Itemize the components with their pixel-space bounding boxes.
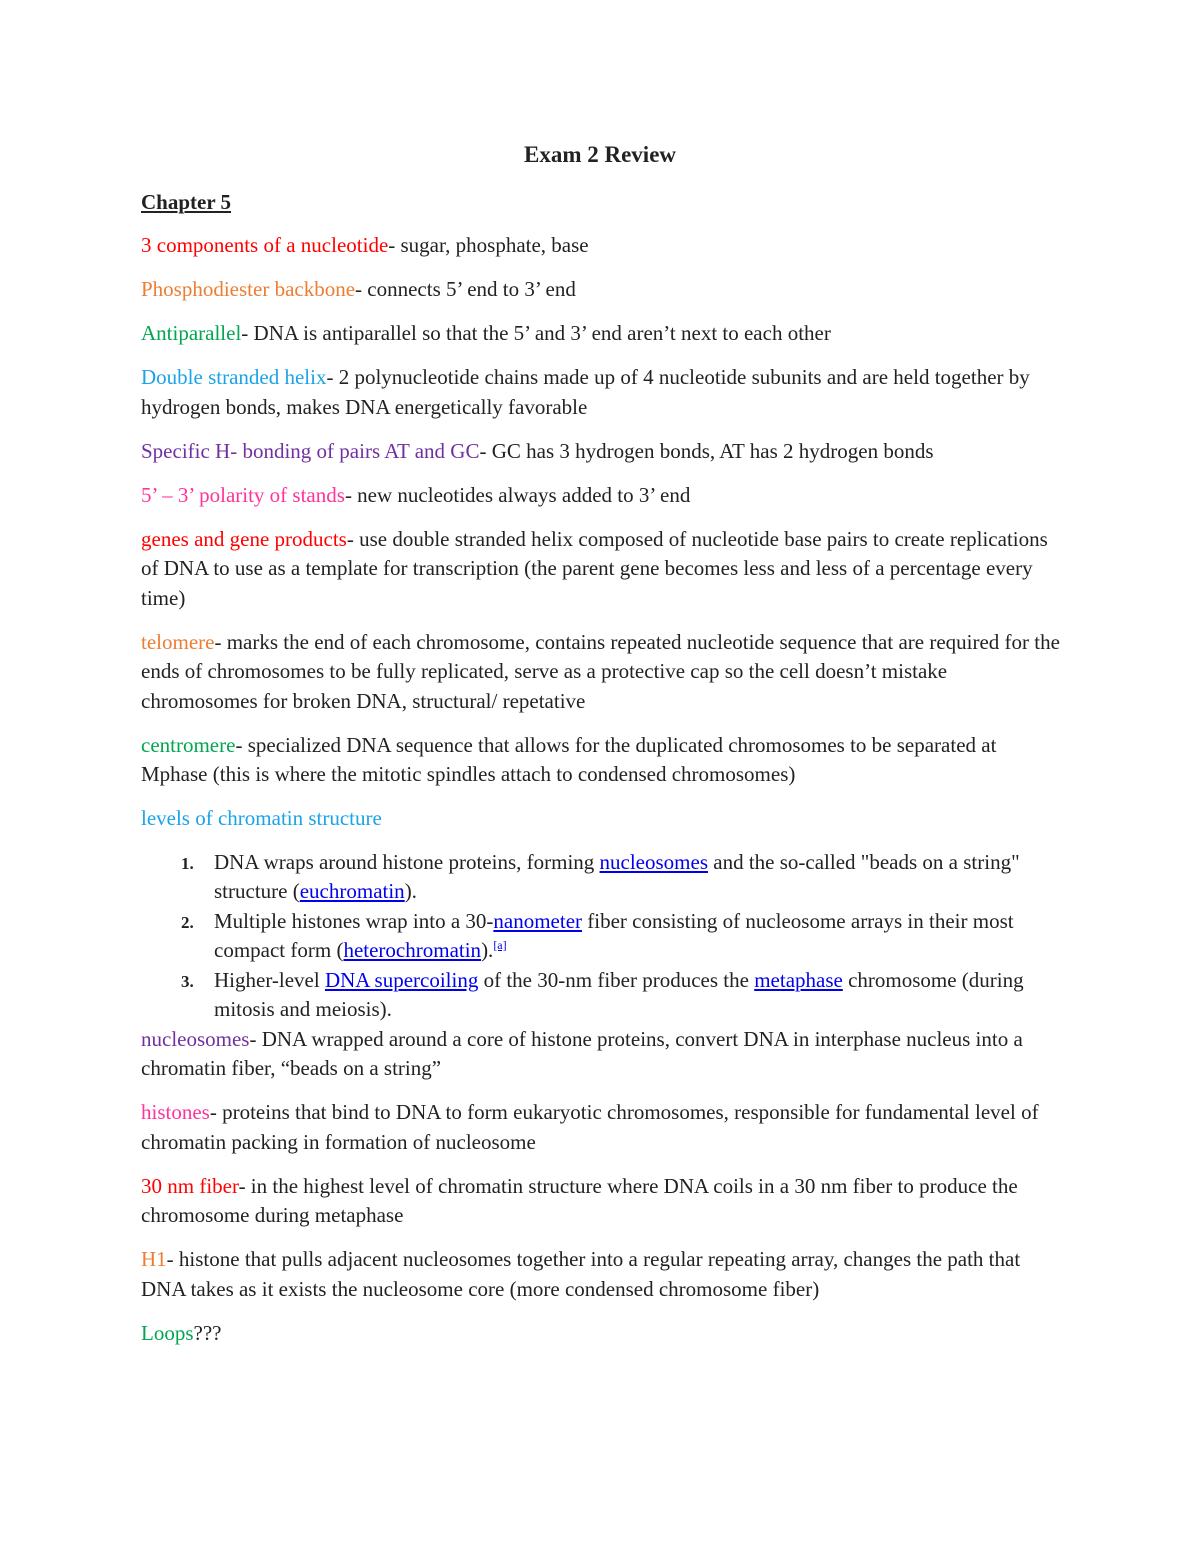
definition: - DNA wrapped around a core of histone proteins, convert DNA in interphase nucleus into a chromatin fiber, “beads on a string” xyxy=(141,1026,1023,1080)
footnote-ref-link[interactable]: [a] xyxy=(493,938,507,952)
entry-30nm-fiber xyxy=(141,1172,1061,1231)
definition: - in the highest level of chromatin structure where DNA coils in a 30 nm fiber to produce the chromosome during metaphase xyxy=(141,1173,1018,1227)
term: Antiparallel xyxy=(141,321,242,345)
definition: - new nucleotides always added to 3’ end xyxy=(344,482,691,507)
link-dna-supercoiling[interactable]: DNA supercoiling xyxy=(324,967,479,992)
list-item xyxy=(181,848,1061,907)
list-item xyxy=(181,907,1061,966)
entry-centromere xyxy=(141,731,1061,790)
term: Specific H- bonding of pairs AT and GC xyxy=(141,438,480,463)
list-text: Multiple histones wrap into a 30- xyxy=(214,908,494,933)
definition: - 2 polynucleotide chains made up of 4 nucleotide subunits and are held together by hydrogen bonds, makes DNA energetically favorable xyxy=(141,365,1030,419)
list-number: 3. xyxy=(181,971,194,991)
list-number: 1. xyxy=(181,853,194,873)
chapter-heading: Chapter 5 xyxy=(141,189,232,214)
entry-loops xyxy=(141,1319,1061,1349)
term: Loops xyxy=(141,1320,194,1345)
page-title: Exam 2 Review xyxy=(523,142,677,167)
link-heterochromatin[interactable]: heterochromatin xyxy=(343,938,482,962)
link-euchromatin[interactable]: euchromatin xyxy=(299,879,405,903)
definition: ??? xyxy=(193,1320,222,1345)
entry-h-bonding xyxy=(141,437,1061,467)
term: 5’ – 3’ polarity of stands xyxy=(141,482,345,507)
entry-chromatin-levels xyxy=(141,804,1061,834)
definition: - connects 5’ end to 3’ end xyxy=(355,277,576,301)
definition: - proteins that bind to DNA to form eukaryotic chromosomes, responsible for fundamental level of chromatin packing in formation of nucleosome xyxy=(141,1100,1039,1154)
definition: - GC has 3 hydrogen bonds, AT has 2 hydrogen bonds xyxy=(479,438,934,463)
term: 3 components of a nucleotide xyxy=(141,233,389,257)
list-text: DNA wraps around histone proteins, forming xyxy=(214,849,600,874)
term: Phosphodiester backbone xyxy=(141,277,356,301)
list-text: fiber consisting of nucleosome arrays in their most compact form ( xyxy=(214,908,1014,962)
list-item xyxy=(181,966,1061,1025)
entry-telomere xyxy=(141,628,1061,717)
term: levels of chromatin structure xyxy=(141,806,382,830)
term: telomere xyxy=(141,629,215,654)
definition: - DNA is antiparallel so that the 5’ and 3’ end aren’t next to each other xyxy=(241,321,831,345)
term: 30 nm fiber xyxy=(141,1173,239,1198)
document-page xyxy=(141,140,1061,1363)
link-metaphase[interactable]: metaphase xyxy=(754,967,843,992)
entry-nucleosomes xyxy=(141,1025,1061,1084)
entry-nucleotide-components xyxy=(141,231,1061,261)
definition: - histone that pulls adjacent nucleosomes together into a regular repeating array, changes the path that DNA takes as it exists the nucleosome core (more condensed chromosome fiber) xyxy=(141,1247,1021,1301)
entry-polarity xyxy=(141,481,1061,511)
list-text: ). xyxy=(404,879,417,903)
list-text: chromosome (during mitosis and meiosis). xyxy=(214,967,1024,1021)
list-text: ). xyxy=(481,938,494,962)
definition: - specialized DNA sequence that allows for the duplicated chromosomes to be separated at Mphase (this is where the mitotic spindles attach to condensed chromosomes) xyxy=(141,732,997,786)
entry-double-stranded-helix xyxy=(141,363,1061,422)
definition: - sugar, phosphate, base xyxy=(388,233,589,257)
link-nanometer[interactable]: nanometer xyxy=(493,908,583,933)
entry-h1 xyxy=(141,1245,1061,1304)
entry-histones xyxy=(141,1098,1061,1157)
list-number: 2. xyxy=(181,912,194,932)
entry-phosphodiester-backbone xyxy=(141,275,1061,305)
definition: - marks the end of each chromosome, contains repeated nucleotide sequence that are required for the ends of chromosomes to be fully replicated, serve as a protective cap so the cell doesn’t mistake chromosomes for broken DNA, structural/ repetative xyxy=(141,629,1060,713)
entry-antiparallel xyxy=(141,319,1061,349)
link-nucleosomes[interactable]: nucleosomes xyxy=(599,849,709,874)
list-text: of the 30-nm fiber produces the xyxy=(478,967,755,992)
term: Double stranded helix xyxy=(141,365,327,389)
term: nucleosomes xyxy=(141,1026,250,1051)
term: centromere xyxy=(141,732,236,757)
chromatin-levels-list xyxy=(141,848,1061,1025)
term: genes and gene products xyxy=(141,526,347,551)
definition: - use double stranded helix composed of nucleotide base pairs to create replications of DNA to use as a template for transcription (the parent gene becomes less and less of a percentage every time) xyxy=(141,526,1048,610)
entry-genes xyxy=(141,525,1061,614)
list-text: Higher-level xyxy=(214,967,325,992)
term: histones xyxy=(141,1100,210,1124)
list-text: and the so-called "beads on a string" structure ( xyxy=(214,849,1020,903)
term: H1 xyxy=(141,1247,167,1271)
